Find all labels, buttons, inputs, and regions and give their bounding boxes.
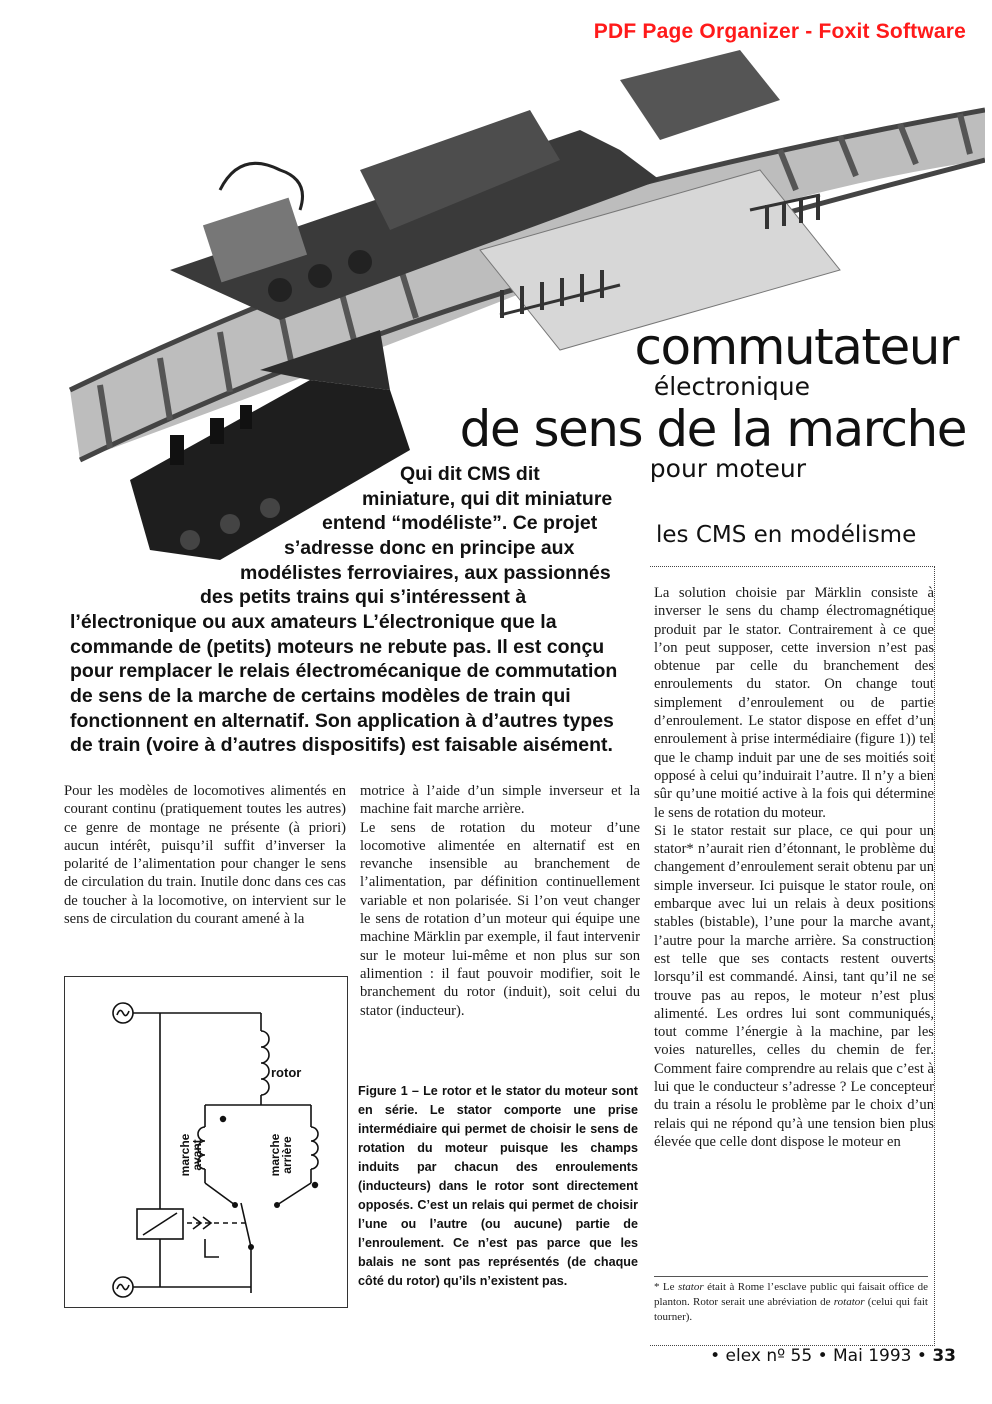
sidebar-paragraph: Si le stator restait sur place, ce qui pour un stator* n’aurait rien d’étonnant, le problème du changement d’enroulement serait obtenu par un simple inverseur. Ici puisque le stator roule, on embarque avec lui un relais à deux positions stables (bistable), l’une pour la marche avant, l’autre pour la marche arrière. Sa construction est telle que ses contacts restent ouverts lorsqu’il est commandé. Ainsi, tant qu’il ne se trouve pas au repos, le moteur n’est plus alimenté. Les ordres lui sont communiqués, tout comme l’énergie à la machine, par les voies naturelles, celles du chemin de fer. Comment faire comprendre au relais que c’est à lui que le conducteur s’adresse ? Le concepteur du train a résolu le problème par le choix d’un relais qui ne répond qu’à une tension bien plus élevée que celle dont dispose le moteur en — [654, 822, 934, 1150]
marche-avant-label-1: marche — [178, 1133, 192, 1177]
footnote-italic-stator: stator — [677, 1281, 704, 1293]
sidebar-heading: les CMS en modélisme — [656, 522, 917, 548]
footnote-italic-rotator: rotator — [833, 1296, 865, 1308]
column-1-paragraph: Pour les modèles de locomotives alimentés en courant continu (pratiquement toutes les autres) ce genre de montage ne présente (à priori) aucun intérêt, puisqu’il suffit d’inverser la polarité de l’alimentation pour changer le sens de circulation du train. Inutile donc dans ces cas de toucher à la locomotive, on intervient sur le sens de circulation du courant amené à la — [64, 783, 346, 928]
marche-avant-label-2: avant — [190, 1139, 204, 1171]
footer-magazine: • elex nº 55 • Mai 1993 • — [710, 1346, 927, 1366]
title-line4: pour moteur — [649, 454, 806, 483]
intro-line: fonctionnent en alternatif. Son application à d’autres types — [70, 710, 614, 732]
sidebar-text — [654, 584, 934, 1151]
title-line1: commutateur — [634, 318, 958, 376]
intro-line: entend “modéliste”. Ce projet — [322, 512, 598, 534]
title-line3: de sens de la marche — [459, 400, 966, 458]
column-2-paragraph: motrice à l’aide d’un simple inverseur et la machine fait marche arrière. — [360, 783, 640, 818]
intro-line: Qui dit CMS dit — [400, 463, 540, 485]
intro-line: commande de (petits) moteurs ne rebute pas. Il est conçu — [70, 636, 605, 658]
intro-line: des petits trains qui s’intéressent à — [200, 586, 527, 608]
marche-arriere-label-2: arrière — [280, 1136, 294, 1174]
figure-1-caption: Figure 1 – Le rotor et le stator du moteur sont en série. Le stator comporte une prise intermédiaire qui permet de choisir le sens de rotation du moteur puisque les champs induits par chacun des enroulements (inducteurs) dans le rotor sont directement opposés. C’est un relais qui permet de choisir l’une ou l’autre (ou aucune) partie de l’enroulement. Ce n’est pas parce que les balais ne sont pas représentés (de chaque côté du rotor) qu’ils n’existent pas. — [358, 1084, 638, 1288]
sidebar-paragraph: La solution choisie par Märklin consiste à inverser le sens du champ électromagnétique produit par le stator. Contrairement à ce que l’on peut supposer, cette inversion n’est pas obtenue par celle du branchement des enroulements du stator. On change tout simplement d’enroulement ou de partie d’enroulement. Le stator dispose en effet d’un enroulement à prise intermédiaire (figure 1)) tel que le champ induit par une de ses moitiés soit opposé à celui qu’induirait l’autre. Il n’y a bien sûr qu’une moitié active à la fois qui détermine le sens de rotation du moteur. — [654, 585, 934, 821]
column-2-paragraph: Le sens de rotation du moteur d’une locomotive alimentée en alternatif est en revanche insensible au branchement de l’alimentation, par définition continuellement variable et non polarisée. Si l’on veut changer le sens de rotation d’un moteur qui équipe une machine Märklin par exemple, il faut intervenir sur le moteur lui-même et non plus sur son alimention : il faut pouvoir modifier, soit le branchement du rotor (induit), soit celui du stator (inducteur). — [360, 819, 640, 1019]
column-2 — [360, 782, 640, 1020]
figure-1-diagram — [64, 976, 348, 1308]
watermark: PDF Page Organizer - Foxit Software — [593, 20, 966, 43]
marche-arriere-label-1: marche — [268, 1133, 282, 1177]
page-number: 33 — [932, 1346, 956, 1366]
intro-line: modélistes ferroviaires, aux passionnés — [240, 562, 611, 584]
column-1 — [64, 782, 346, 928]
page-footer — [710, 1346, 956, 1366]
intro-line: de sens de la marche de certains modèles de train qui — [70, 685, 571, 707]
intro-line: s’adresse donc en principe aux — [284, 537, 575, 559]
intro-line: miniature, qui dit miniature — [362, 488, 613, 510]
intro-line: l’électronique ou aux amateurs L’électronique que la — [70, 611, 557, 633]
footnote-suffix: (celui qui fait tourner). — [654, 1296, 928, 1323]
circuit-schematic — [65, 977, 347, 1307]
intro-line: de train (voire à d’autres dispositifs) est faisable aisément. — [70, 734, 613, 756]
intro-line: pour remplacer le relais électromécanique de commutation — [70, 660, 618, 682]
title-line2: électronique — [653, 372, 810, 401]
sidebar-footnote — [654, 1276, 928, 1325]
footnote-prefix: * Le — [654, 1281, 678, 1293]
footnote-middle: était à Rome l’esclave public qui faisait office de planton. Rotor serait une abréviation de — [654, 1281, 928, 1308]
rotor-label: rotor — [271, 1065, 302, 1080]
